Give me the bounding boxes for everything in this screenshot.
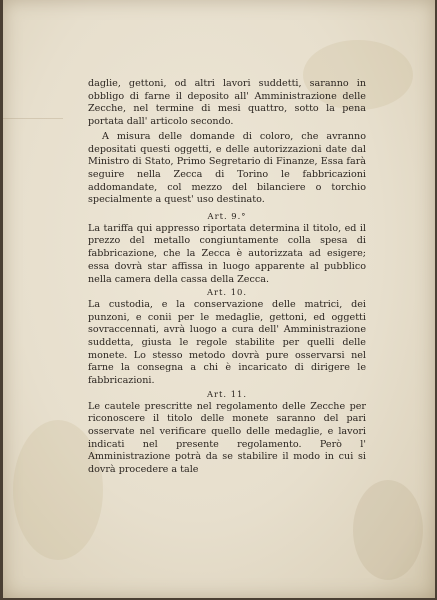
article-10-text: La custodia, e la conservazione delle matrici, dei punzoni, e conii per le medaglie, gettoni, ed oggetti sovraccennati, avrà luogo a cura dell' Amministrazione suddetta, giusta le regole stabilite per quelli delle monete. Lo stesso metodo dovrà pure osservarsi nel farne la consegna a chi è incaricato di dirigere le fabbricazioni. [88,298,366,387]
document-page [3,0,435,598]
article-10-heading: Art. 10. [206,287,248,298]
article-11-text: Le cautele prescritte nel regolamento delle Zecche per riconoscere il titolo delle monete saranno del pari osservate nel verificare quello delle medaglie, e lavori indicati nel presente regolamento. Però l' Amministrazione potrà da se stabilire il modo in cui si dovrà procedere a tale [88,400,366,476]
article-11-heading: Art. 11. [206,388,248,399]
paper-stain [353,480,423,580]
paragraph-deposit-requests: A misura delle domande di coloro, che avranno depositati questi oggetti, e delle autorizzazioni date dal Ministro di Stato, Primo Segretario di Finanze, Essa farà seguire nella Zecca di Torino le fabbricazioni addomandate, col mezzo del bilanciere o torchio specialmente a quest' uso destinato. [88,130,366,206]
paper-fold [3,118,63,119]
article-9-heading: Art. 9.° [207,211,247,222]
document-body [88,78,366,477]
paragraph-continuation: daglie, gettoni, od altri lavori suddetti, saranno in obbligo di farne il deposito all' Amministrazione delle Zecche, nel termine di mesi quattro, sotto la pena portata dall' articolo secondo. [88,78,366,128]
article-9-text: La tariffa qui appresso riportata determina il titolo, ed il prezzo del metallo congiuntamente colla spesa di fabbricazione, che la Zecca è autorizzata ad esigere; essa dovrà star affissa in luogo apparente al pubblico nella camera della cassa della Zecca. [88,222,366,285]
